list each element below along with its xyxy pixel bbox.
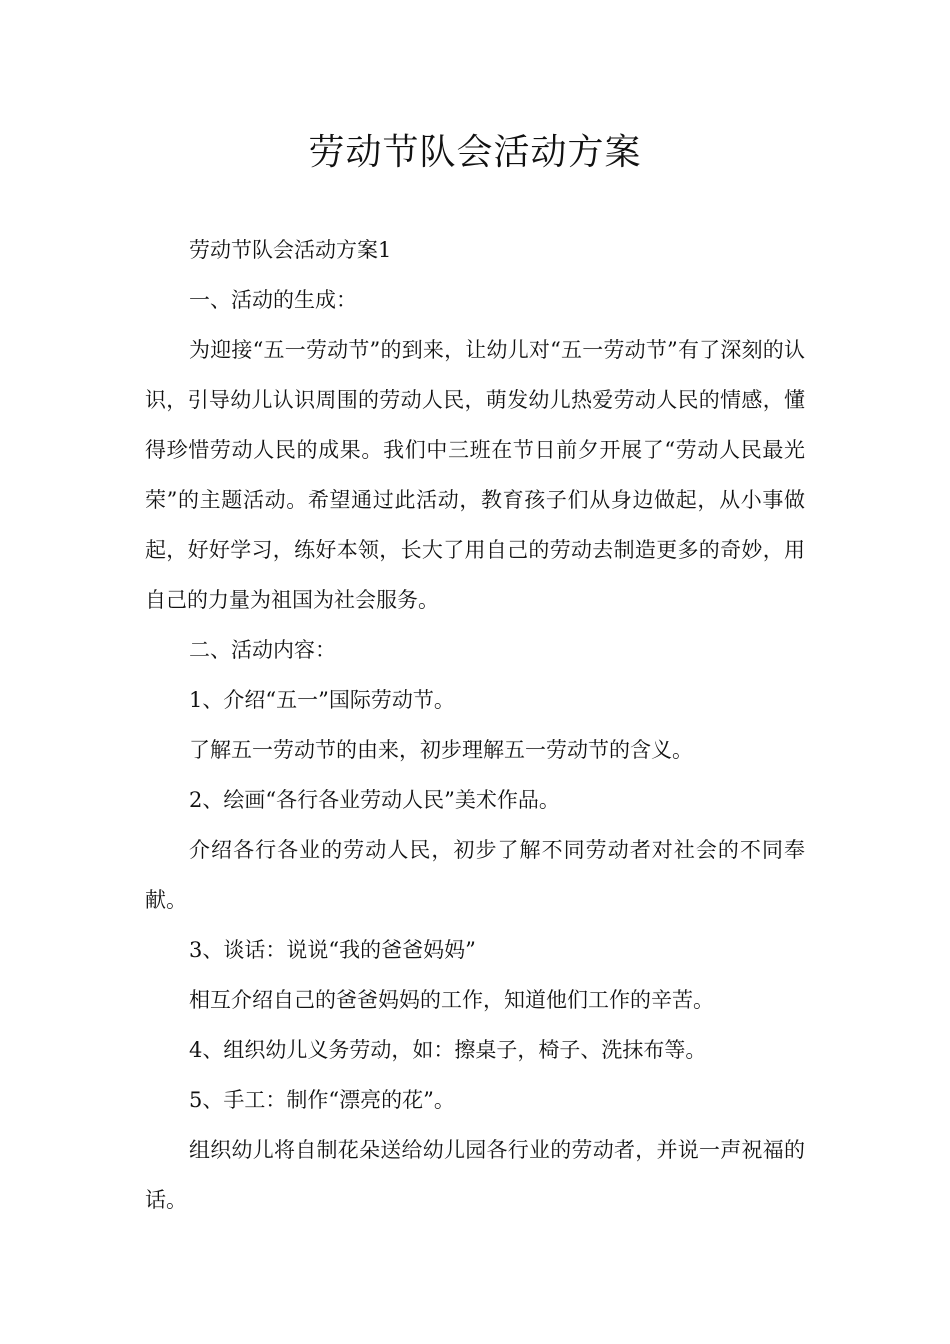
body-paragraph: 了解五一劳动节的由来，初步理解五一劳动节的含义。 [189, 738, 693, 762]
list-item: 1、介绍“五一”国际劳动节。 [189, 688, 455, 712]
document-body [145, 225, 805, 1225]
body-paragraph: 组织幼儿将自制花朵送给幼儿园各行业的劳动者，并说一声祝福的话。 [145, 1138, 805, 1212]
list-item: 3、谈话：说说“我的爸爸妈妈” [189, 938, 476, 962]
document-title: 劳动节队会活动方案 [308, 132, 642, 173]
body-paragraph: 介绍各行各业的劳动人民，初步了解不同劳动者对社会的不同奉献。 [145, 838, 805, 912]
subtitle-paragraph: 劳动节队会活动方案1 [189, 238, 392, 262]
body-paragraph: 相互介绍自己的爸爸妈妈的工作，知道他们工作的辛苦。 [189, 988, 714, 1012]
list-item: 4、组织幼儿义务劳动，如：擦桌子，椅子、洗抹布等。 [189, 1038, 707, 1062]
section-heading-1: 一、活动的生成： [189, 288, 357, 312]
list-item: 5、手工：制作“漂亮的花”。 [189, 1088, 455, 1112]
list-item: 2、绘画“各行各业劳动人民”美术作品。 [189, 788, 560, 812]
body-paragraph: 为迎接“五一劳动节”的到来，让幼儿对“五一劳动节”有了深刻的认识，引导幼儿认识周围的劳动人民，萌发幼儿热爱劳动人民的情感，懂得珍惜劳动人民的成果。我们中三班在节日前夕开展了“劳动人民最光荣”的主题活动。希望通过此活动，教育孩子们从身边做起，从小事做起，好好学习，练好本领，长大了用自己的劳动去制造更多的奇妙，用自己的力量为祖国为社会服务。 [145, 338, 805, 612]
section-heading-2: 二、活动内容： [189, 638, 336, 662]
